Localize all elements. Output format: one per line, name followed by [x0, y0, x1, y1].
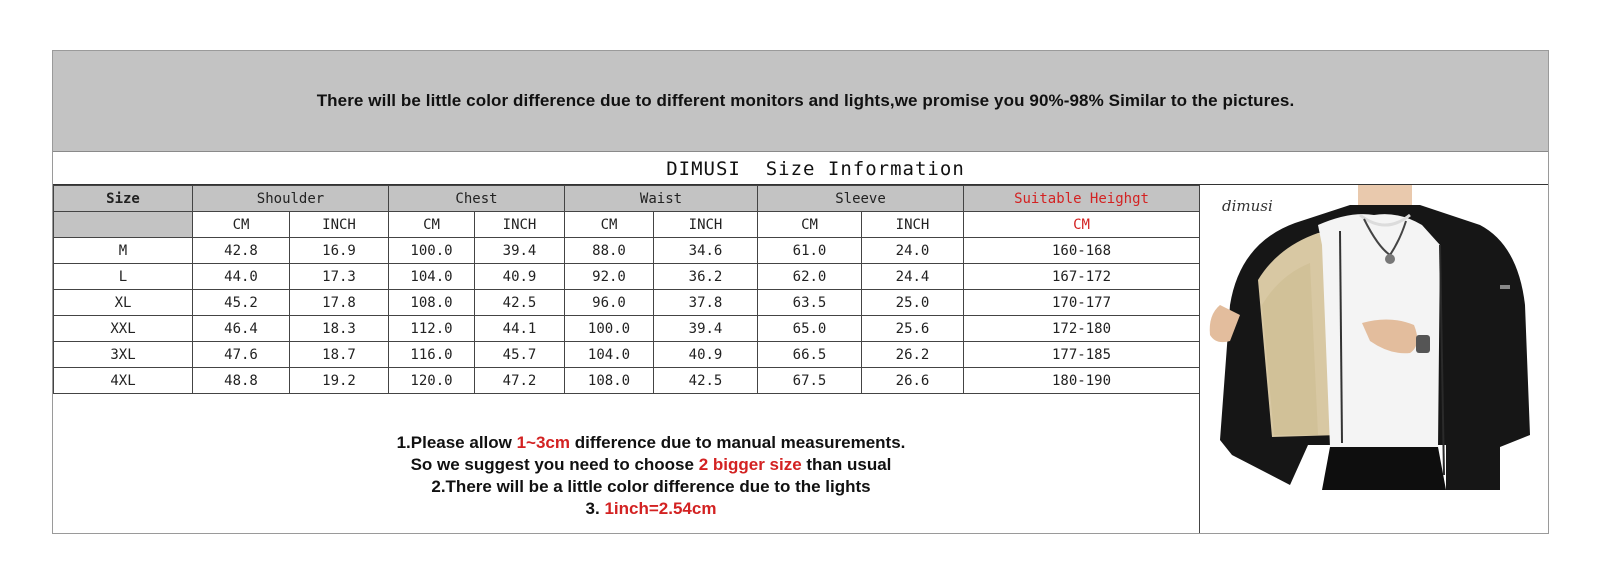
shoulder-cm-cell: 42.8 — [193, 238, 290, 264]
shoulder-cm-cell: 48.8 — [193, 368, 290, 394]
sleeve-header: Sleeve — [758, 186, 964, 212]
unit-cm: CM — [565, 212, 654, 238]
shoulder-cm-cell: 46.4 — [193, 316, 290, 342]
waist-cm-cell: 100.0 — [565, 316, 654, 342]
chest-inch-cell: 40.9 — [475, 264, 565, 290]
shoulder-cm-cell: 47.6 — [193, 342, 290, 368]
waist-inch-cell: 42.5 — [654, 368, 758, 394]
unit-cm: CM — [758, 212, 862, 238]
waist-header: Waist — [565, 186, 758, 212]
unit-inch: INCH — [475, 212, 565, 238]
note-2-text-a: So we suggest you need to choose — [410, 455, 699, 474]
size-cell: XXL — [54, 316, 193, 342]
height-cell: 160-168 — [964, 238, 1200, 264]
size-notes — [53, 433, 1199, 533]
chest-cm-cell: 100.0 — [389, 238, 475, 264]
table-row — [54, 238, 1200, 264]
note-2-highlight: 2 bigger size — [698, 455, 802, 474]
chest-inch-cell: 45.7 — [475, 342, 565, 368]
table-row — [54, 368, 1200, 394]
sleeve-cm-cell: 65.0 — [758, 316, 862, 342]
waist-cm-cell: 96.0 — [565, 290, 654, 316]
sleeve-inch-cell: 24.0 — [862, 238, 964, 264]
height-unit: CM — [964, 212, 1200, 238]
sleeve-inch-cell: 26.6 — [862, 368, 964, 394]
chest-cm-cell: 120.0 — [389, 368, 475, 394]
sleeve-cm-cell: 66.5 — [758, 342, 862, 368]
size-chart — [52, 50, 1549, 534]
note-1-highlight: 1~3cm — [516, 433, 571, 452]
sleeve-cm-cell: 62.0 — [758, 264, 862, 290]
banner-text: There will be little color difference due to different monitors and lights,we promise you 90%-98% Similar to the pictures. — [316, 91, 1295, 110]
shoulder-inch-cell: 16.9 — [290, 238, 389, 264]
height-cell: 172-180 — [964, 316, 1200, 342]
chest-cm-cell: 104.0 — [389, 264, 475, 290]
waist-cm-cell: 92.0 — [565, 264, 654, 290]
note-2 — [53, 455, 1199, 475]
sleeve-inch-cell: 24.4 — [862, 264, 964, 290]
shoulder-inch-cell: 17.3 — [290, 264, 389, 290]
height-cell: 177-185 — [964, 342, 1200, 368]
sleeve-inch-cell: 26.2 — [862, 342, 964, 368]
chest-cm-cell: 108.0 — [389, 290, 475, 316]
brand-tag: dimusi — [1222, 197, 1273, 215]
sleeve-inch-cell: 25.0 — [862, 290, 964, 316]
note-4 — [53, 499, 1199, 519]
chest-cm-cell: 112.0 — [389, 316, 475, 342]
size-cell: XL — [54, 290, 193, 316]
chest-inch-cell: 47.2 — [475, 368, 565, 394]
waist-inch-cell: 39.4 — [654, 316, 758, 342]
unit-cm: CM — [193, 212, 290, 238]
note-4-text: 3. — [585, 499, 605, 518]
note-1-text-b: difference due to manual measurements. — [570, 433, 906, 452]
note-1-text-a: 1.Please allow — [396, 433, 517, 452]
table-row — [54, 290, 1200, 316]
waist-inch-cell: 37.8 — [654, 290, 758, 316]
jacket-model-image — [1200, 185, 1548, 533]
note-3-text: 2.There will be a little color difference due to the lights — [431, 477, 871, 496]
shoulder-cm-cell: 44.0 — [193, 264, 290, 290]
waist-cm-cell: 88.0 — [565, 238, 654, 264]
unit-header-row — [54, 212, 1200, 238]
chest-inch-cell: 39.4 — [475, 238, 565, 264]
chart-title-text: DIMUSI Size Information — [666, 157, 965, 180]
note-2-text-b: than usual — [801, 455, 892, 474]
waist-inch-cell: 40.9 — [654, 342, 758, 368]
chest-inch-cell: 42.5 — [475, 290, 565, 316]
chart-title — [53, 153, 1548, 185]
sleeve-cm-cell: 63.5 — [758, 290, 862, 316]
size-cell: 3XL — [54, 342, 193, 368]
table-row — [54, 264, 1200, 290]
unit-inch: INCH — [654, 212, 758, 238]
shoulder-header: Shoulder — [193, 186, 389, 212]
unit-blank-cell — [54, 212, 193, 238]
shoulder-inch-cell: 18.3 — [290, 316, 389, 342]
shoulder-inch-cell: 19.2 — [290, 368, 389, 394]
unit-cm: CM — [389, 212, 475, 238]
product-photo — [1199, 185, 1548, 533]
table-row — [54, 342, 1200, 368]
note-1 — [53, 433, 1199, 453]
sleeve-inch-cell: 25.6 — [862, 316, 964, 342]
group-header-row — [54, 186, 1200, 212]
waist-cm-cell: 104.0 — [565, 342, 654, 368]
note-4-highlight: 1inch=2.54cm — [604, 499, 717, 518]
size-cell: 4XL — [54, 368, 193, 394]
height-cell: 167-172 — [964, 264, 1200, 290]
color-disclaimer-banner — [53, 51, 1548, 152]
shoulder-cm-cell: 45.2 — [193, 290, 290, 316]
shoulder-inch-cell: 17.8 — [290, 290, 389, 316]
chest-header: Chest — [389, 186, 565, 212]
sleeve-cm-cell: 67.5 — [758, 368, 862, 394]
chest-inch-cell: 44.1 — [475, 316, 565, 342]
size-cell: L — [54, 264, 193, 290]
waist-inch-cell: 36.2 — [654, 264, 758, 290]
waist-cm-cell: 108.0 — [565, 368, 654, 394]
size-cell: M — [54, 238, 193, 264]
shoulder-inch-cell: 18.7 — [290, 342, 389, 368]
sleeve-cm-cell: 61.0 — [758, 238, 862, 264]
unit-inch: INCH — [862, 212, 964, 238]
waist-inch-cell: 34.6 — [654, 238, 758, 264]
note-3 — [53, 477, 1199, 497]
chest-cm-cell: 116.0 — [389, 342, 475, 368]
unit-inch: INCH — [290, 212, 389, 238]
size-table — [53, 185, 1200, 394]
height-cell: 170-177 — [964, 290, 1200, 316]
table-row — [54, 316, 1200, 342]
height-header: Suitable Heighgt — [964, 186, 1200, 212]
size-header: Size — [54, 186, 193, 212]
height-cell: 180-190 — [964, 368, 1200, 394]
